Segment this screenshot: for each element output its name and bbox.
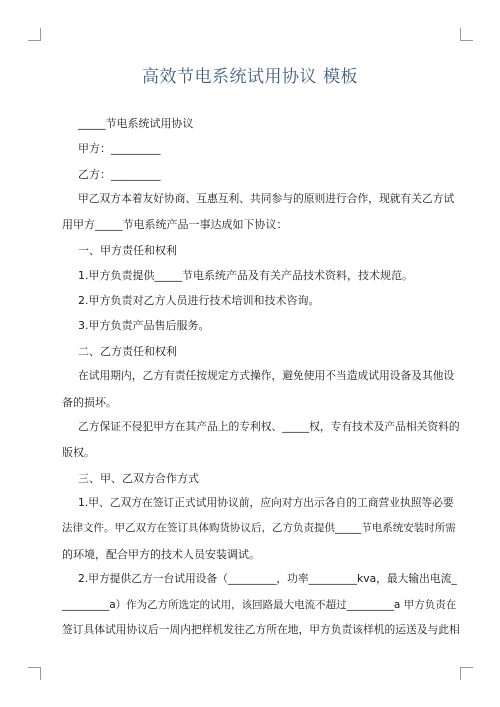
party-a-line: 甲方：_________ bbox=[78, 142, 161, 155]
paragraph-line: 版权。 bbox=[62, 446, 95, 459]
paragraph-line: 备的损坏。 bbox=[62, 396, 117, 409]
section-heading: 三、甲、乙双方合作方式 bbox=[78, 472, 199, 485]
clause-line: 1.甲方负责提供_____节电系统产品及有关产品技术资料，技术规范。 bbox=[78, 269, 413, 282]
clause-line: _________a）作为乙方所选定的试用，该回路最大电流不超过_________a 甲方负责在 bbox=[62, 599, 457, 611]
clause-line: 1.甲、乙双方在签订正式试用协议前，应向对方出示各自的工商营业执照等必要 bbox=[78, 496, 454, 509]
corner-mark-bottom-left bbox=[28, 667, 41, 680]
corner-mark-bottom-right bbox=[460, 667, 473, 680]
clause-line: 签订具体试用协议后一周内把样机发往乙方所在地，甲方负责该样机的运送及与此相 bbox=[62, 623, 460, 636]
paragraph-line: 甲乙双方本着友好协商、互惠互利、共同参与的原则进行合作，现就有关乙方试 bbox=[78, 192, 455, 205]
section-heading: 二、乙方责任和权利 bbox=[78, 345, 177, 358]
document-title: 高效节电系统试用协议 模板 bbox=[142, 67, 358, 87]
clause-line: 法律文件。甲乙双方在签订具体购货协议后，乙方负责提供_____节电系统安装时所需 bbox=[62, 522, 456, 534]
paragraph-line: 乙方保证不侵犯甲方在其产品上的专利权、_____权，专有技术及产品相关资料的 bbox=[78, 420, 460, 433]
party-b-line: 乙方：_________ bbox=[78, 168, 161, 181]
clause-line: 2.甲方负责对乙方人员进行技术培训和技术咨询。 bbox=[78, 294, 320, 307]
clause-line: 3.甲方负责产品售后服务。 bbox=[78, 319, 210, 332]
paragraph-line: 用甲方_____节电系统产品一事达成如下协议： bbox=[62, 218, 288, 231]
clause-line: 2.甲方提供乙方一台试用设备（_________，功率_________kva，最大输出电流_ bbox=[78, 572, 457, 585]
paragraph-line: 在试用期内，乙方有责任按规定方式操作，避免使用不当造成试用设备及其他设 bbox=[78, 369, 455, 382]
corner-mark-top-right bbox=[460, 28, 473, 41]
section-heading: 一、甲方责任和权利 bbox=[78, 244, 177, 257]
clause-line: 的环境，配合甲方的技术人员安装调试。 bbox=[62, 548, 260, 561]
corner-mark-top-left bbox=[28, 28, 41, 41]
agreement-name-line: _____节电系统试用协议 bbox=[78, 117, 194, 130]
